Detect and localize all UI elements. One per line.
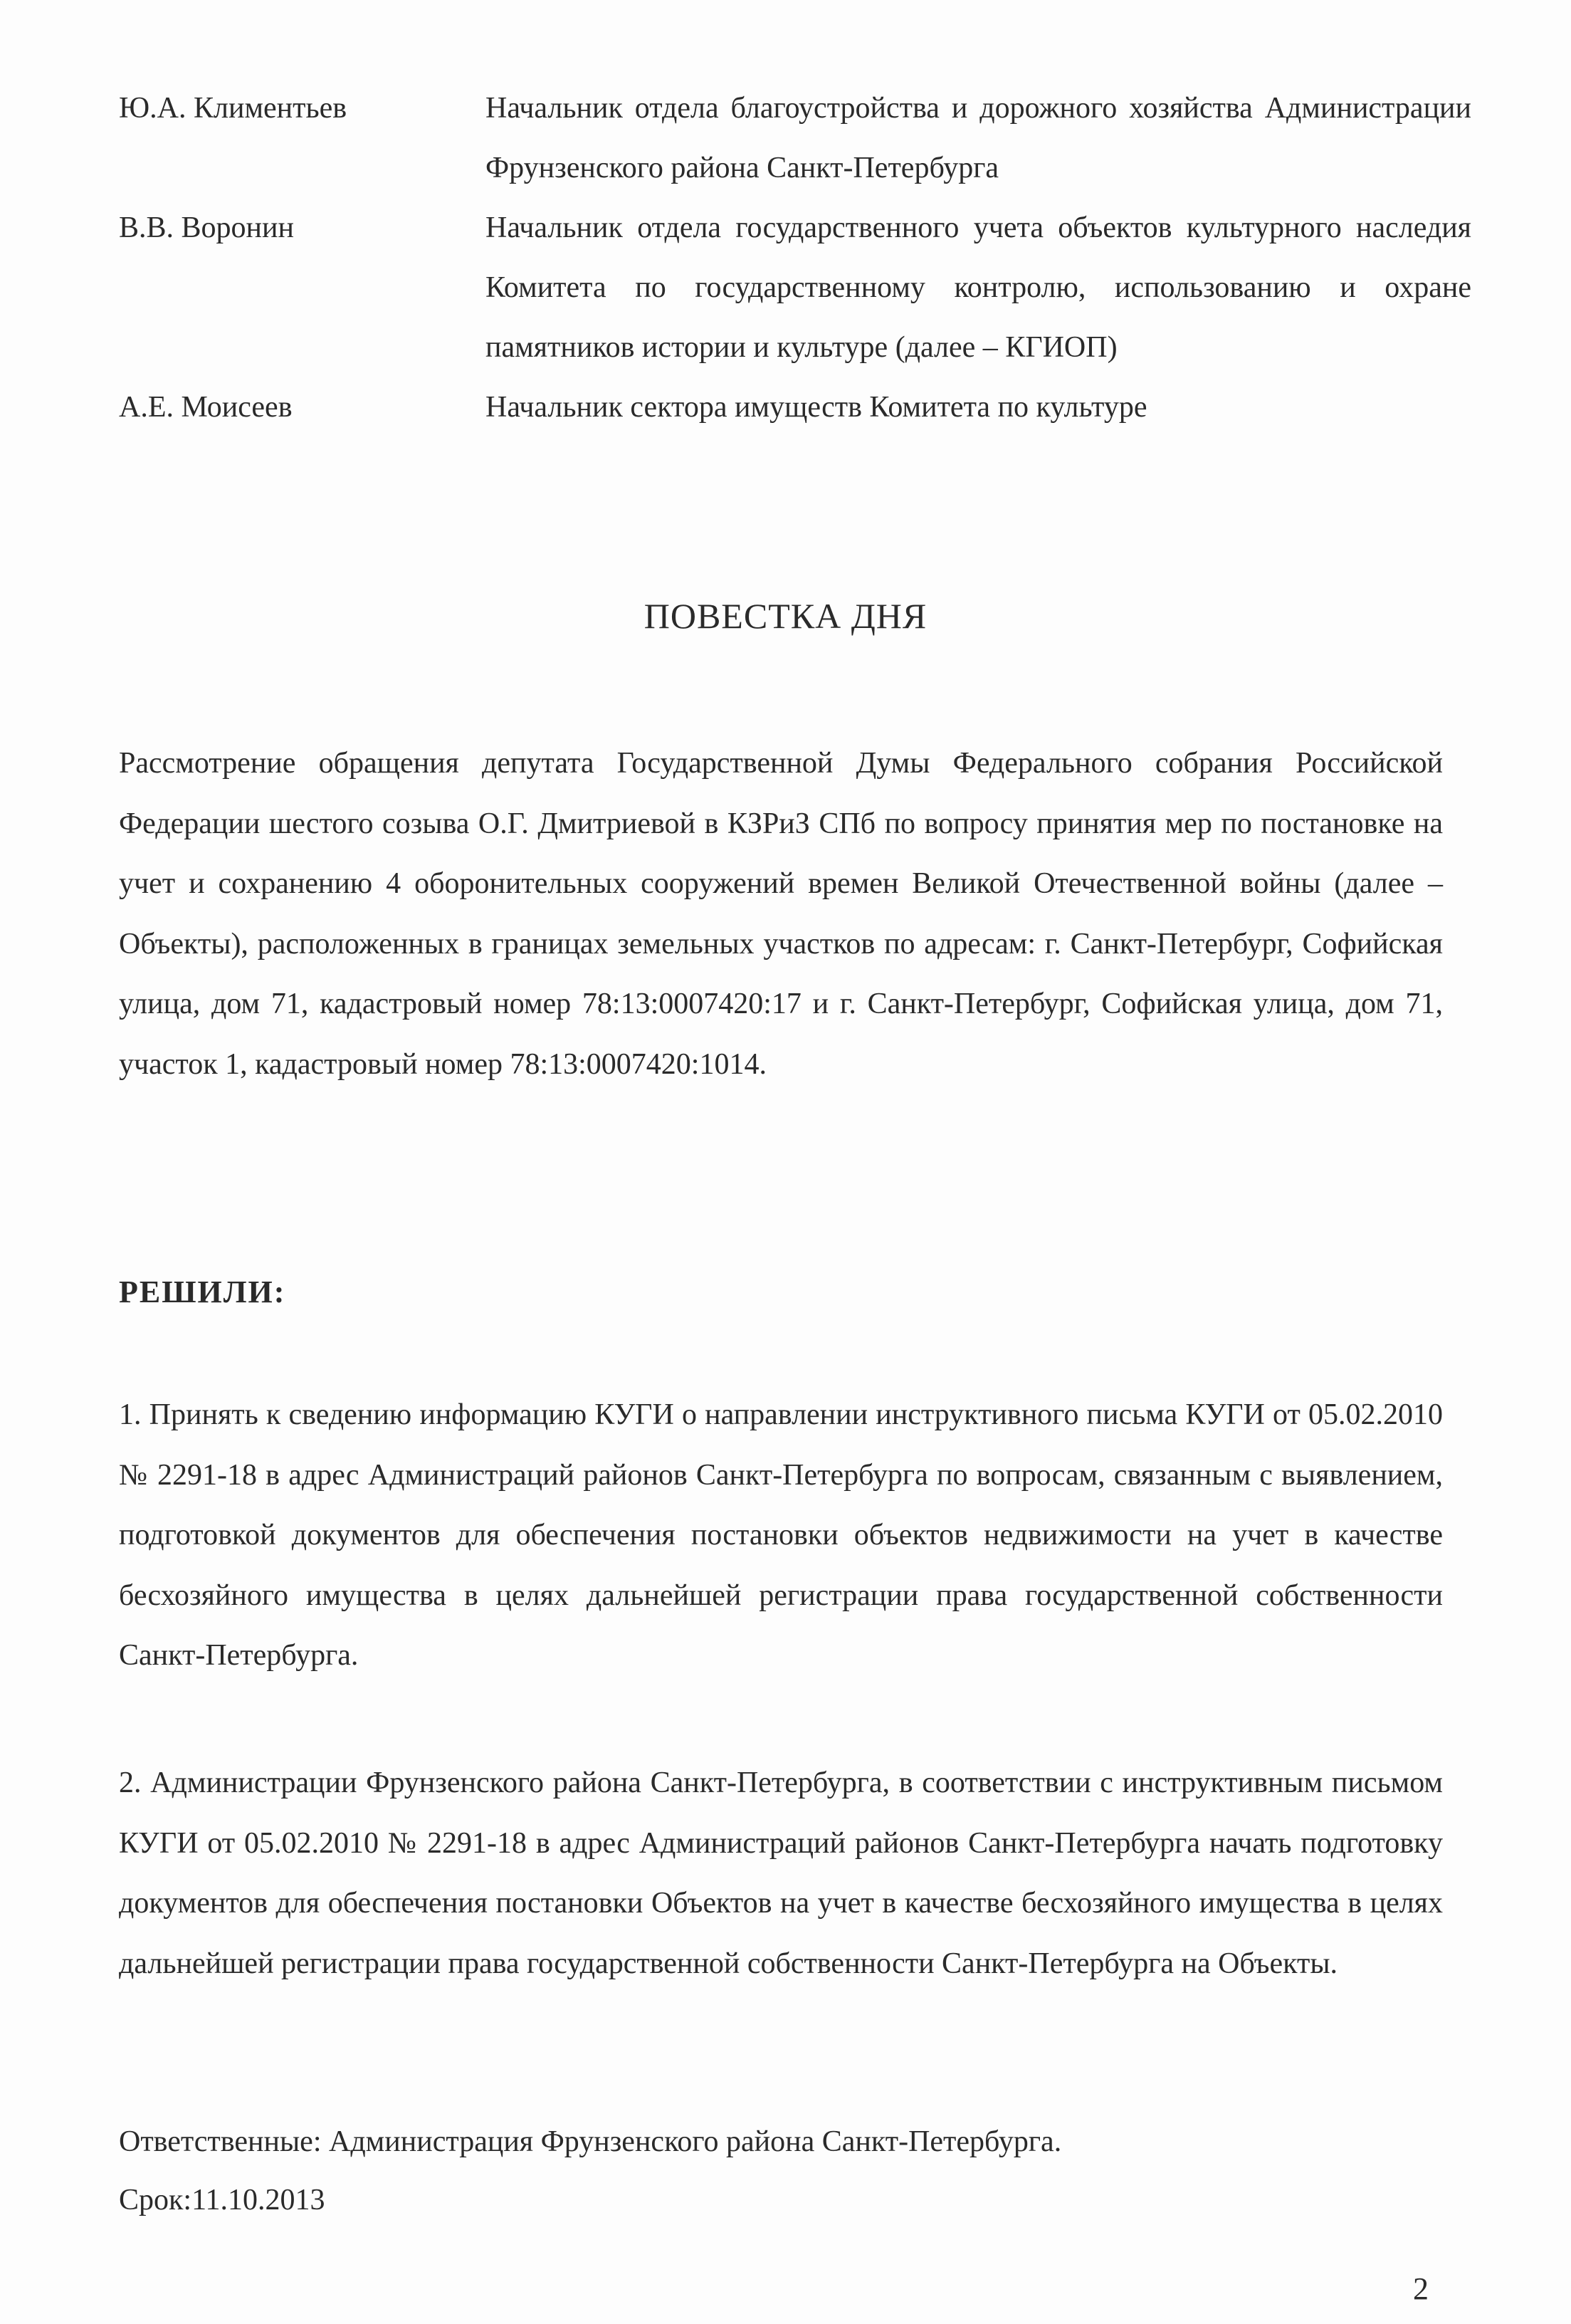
participant-row bbox=[119, 198, 1471, 377]
agenda-text: Рассмотрение обращения депутата Государственной Думы Федерального собрания Российской Федерации шестого созыва О.Г. Дмитриевой в КЗРиЗ СПб по вопросу принятия мер по постановке на учет и сохранению 4 оборонительных сооружений времен Великой Отечественной войны (далее – Объекты), расположенных в границах земельных участков по адресам: г. Санкт-Петербург, Софийская улица, дом 71, кадастровый номер 78:13:0007420:17 и г. Санкт-Петербург, Софийская улица, дом 71, участок 1, кадастровый номер 78:13:0007420:1014. bbox=[119, 747, 1443, 1081]
participant-name: А.Е. Моисеев bbox=[119, 391, 293, 424]
decided-heading: РЕШИЛИ: bbox=[119, 1274, 286, 1309]
participant-row bbox=[119, 377, 1471, 437]
participant-role: Начальник отдела государственного учета объектов культурного наследия Комитета по государственному контролю, использованию и охране памятников истории и культуре (далее – КГИОП) bbox=[485, 211, 1471, 364]
page-number: 2 bbox=[1413, 2271, 1429, 2306]
participant-role: Начальник отдела благоустройства и дорожного хозяйства Администрации Фрунзенского района Санкт-Петербурга bbox=[485, 92, 1471, 184]
participant-name: Ю.А. Климентьев bbox=[119, 92, 347, 125]
participant-name: В.В. Воронин bbox=[119, 211, 294, 244]
participant-role: Начальник сектора имуществ Комитета по культуре bbox=[485, 391, 1147, 424]
participant-row bbox=[119, 78, 1471, 198]
participants-list bbox=[119, 78, 1471, 437]
agenda-title: ПОВЕСТКА ДНЯ bbox=[643, 596, 928, 636]
deadline-line: Срок:11.10.2013 bbox=[119, 2184, 325, 2216]
decision-item: 2. Администрации Фрунзенского района Санкт-Петербурга, в соответствии с инструктивным письмом КУГИ от 05.02.2010 № 2291-18 в адрес Администраций районов Санкт-Петербурга начать подготовку документов для обеспечения постановки Объектов на учет в качестве бесхозяйного имущества в целях дальнейшей регистрации права государственной собственности Санкт-Петербурга на Объекты. bbox=[119, 1766, 1443, 1980]
responsible-line: Ответственные: Администрация Фрунзенского района Санкт-Петербурга. bbox=[119, 2125, 1062, 2158]
decision-item: 1. Принять к сведению информацию КУГИ о направлении инструктивного письма КУГИ от 05.02.2010 № 2291-18 в адрес Администраций районов Санкт-Петербурга по вопросам, связанным с выявлением, подготовкой документов для обеспечения постановки объектов недвижимости на учет в качестве бесхозяйного имущества в целях дальнейшей регистрации права государственной собственности Санкт-Петербурга. bbox=[119, 1398, 1443, 1672]
